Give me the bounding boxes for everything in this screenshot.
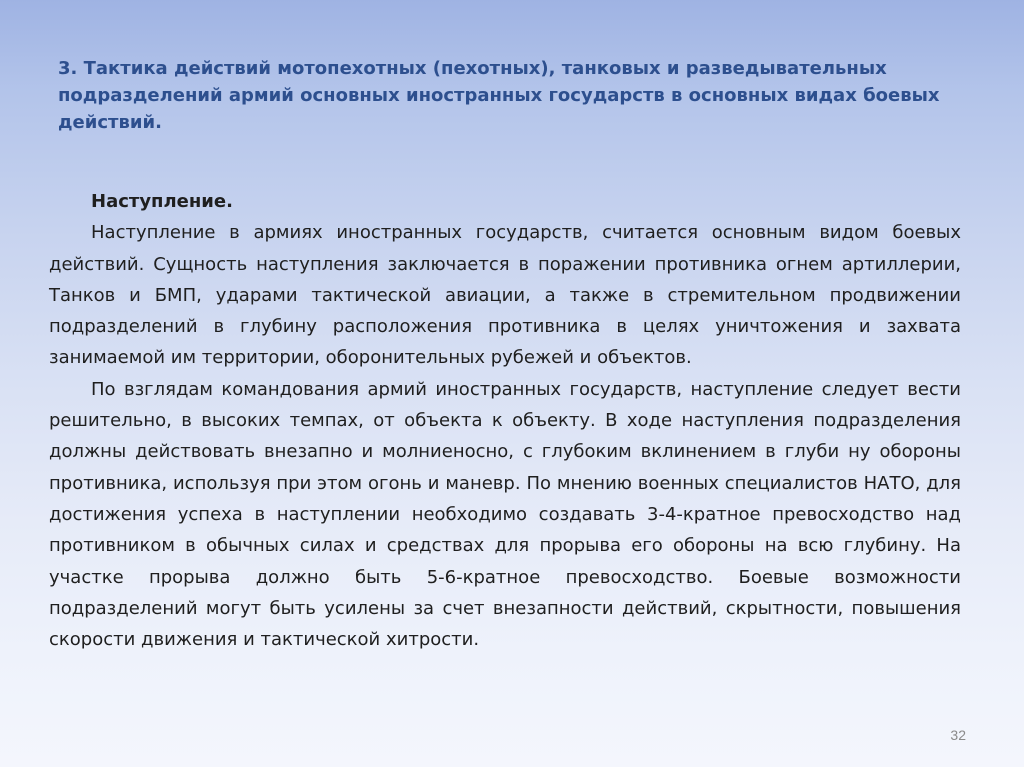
section-heading: Наступление. bbox=[91, 191, 233, 212]
page-number: 32 bbox=[950, 727, 966, 743]
slide-body bbox=[49, 186, 961, 655]
paragraph-1: Наступление в армиях иностранных государств, считается основным видом боевых действий. Сущность наступления заключается в поражении противника огнем артиллерии, Танков и БМП, ударами тактической авиации, а также в стремительном продвижении подразделений в глубину расположения противника в целях уничтожения и захвата занимаемой им территории, оборонительных рубежей и объектов. bbox=[49, 222, 961, 369]
paragraph-2: По взглядам командования армий иностранных государств, наступление следует вести решительно, в высоких темпах, от объекта к объекту. В ходе наступления подразделения должны действовать внезапно и молниеносно, с глубоким вклинением в глуби ну обороны противника, используя при этом огонь и маневр. По мнению военных специалистов НАТО, для достижения успеха в наступлении необходимо создавать 3-4-кратное превосходство над противником в обычных силах и средствах для прорыва его обороны на всю глубину. На участке прорыва должно быть 5-6-кратное превосходство. Боевые возможности подразделений могут быть усилены за счет внезапности действий, скрытности, повышения скорости движения и тактической хитрости. bbox=[49, 378, 961, 651]
slide-title: 3. Тактика действий мотопехотных (пехотных), танковых и разведывательных подразделений армий основных иностранных государств в основных видах боевых действий. bbox=[58, 58, 940, 133]
